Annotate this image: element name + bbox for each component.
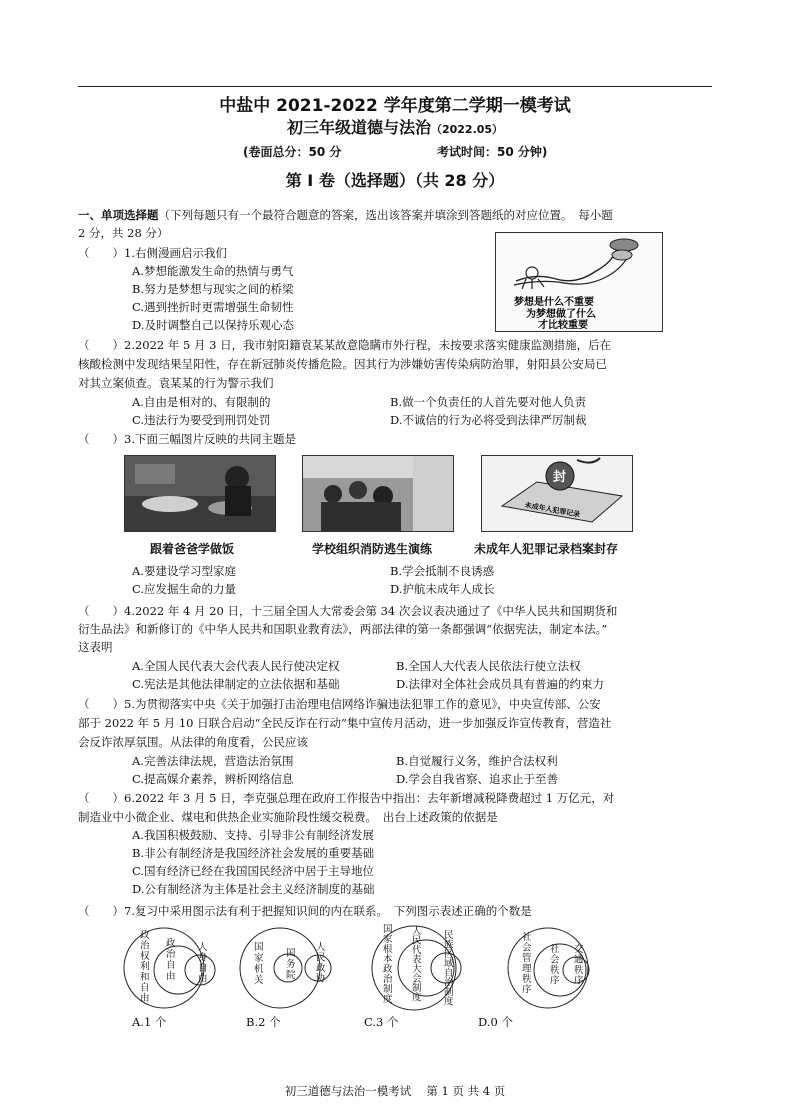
exam-date: （2022.05） xyxy=(430,123,504,136)
option-6a: A.我国积极鼓励、支持、引导非公有制经济发展 xyxy=(132,828,374,842)
cartoon-text-3: 才比较重要 xyxy=(538,320,588,331)
venn-label-d4_inner-0: 交 xyxy=(574,944,584,955)
option-2d: D.不诚信的行为必将受到法律严厉制裁 xyxy=(390,413,587,427)
venn-label-d4_inner-3: 序 xyxy=(574,975,584,987)
venn-label-d2_mid-0: 国 xyxy=(286,948,296,959)
venn-label-d4_outer-0: 社 xyxy=(522,932,532,943)
venn-label-d4_outer-4: 秩 xyxy=(522,974,532,985)
venn-label-d1_outer-0: 政 xyxy=(140,930,150,941)
option-7b: B.2 个 xyxy=(246,1015,281,1029)
question-2-line-1: （ ）2.2022 年 5 月 3 日，我市射阳籍袁某某故意隐瞒市外行程，未按要求落实健康监测措施，后在 xyxy=(78,338,612,352)
exam-title: 中盐中 2021-2022 学年度第二学期一模考试 xyxy=(219,96,571,116)
venn-label-d3_mid-5: 会 xyxy=(412,973,422,985)
section-heading: 一、单项选择题 xyxy=(78,208,159,222)
option-7a: A.1 个 xyxy=(132,1015,167,1029)
venn-diagrams xyxy=(120,922,620,1014)
venn-label-d1_outer-2: 权 xyxy=(140,951,150,962)
venn-label-d3_outer-5: 治 xyxy=(383,974,393,985)
venn-label-d3_inner-1: 族 xyxy=(444,939,454,951)
venn-label-d4_outer-3: 理 xyxy=(522,963,532,975)
venn-label-d3_mid-6: 制 xyxy=(412,983,422,994)
option-6d: D.公有制经济为主体是社会主义经济制度的基础 xyxy=(132,882,375,896)
venn-label-d2_outer-3: 关 xyxy=(254,975,264,986)
option-3a: A.要建设学习型家庭 xyxy=(132,564,236,578)
option-2a: A.自由是相对的、有限制的 xyxy=(132,395,271,409)
question-4-line-1: （ ）4.2022 年 4 月 20 日，十三届全国人大常委会第 34 次会议表决通过了《中华人民共和国期货和 xyxy=(78,604,618,618)
option-5d: D.学会自我省察、追求止于至善 xyxy=(396,772,558,786)
venn-label-d3_outer-4: 政 xyxy=(383,964,393,975)
question-2-line-3: 对其立案侦查。袁某某的行为警示我们 xyxy=(78,376,274,390)
part-title: 第 I 卷（选择题）（共 28 分） xyxy=(285,171,505,190)
venn-label-d4_outer-5: 序 xyxy=(522,984,532,996)
venn-label-d1_mid-3: 由 xyxy=(166,971,176,982)
question-4-line-3: 这表明 xyxy=(78,640,113,654)
venn-label-d3_inner-4: 自 xyxy=(444,968,454,979)
option-5a: A.完善法律法规，营造法治氛围 xyxy=(132,754,294,768)
venn-label-d3_outer-3: 本 xyxy=(383,954,393,965)
photo-fire-drill xyxy=(302,455,454,532)
subject-title: 初三年级道德与法治 xyxy=(286,118,431,137)
venn-label-d3_outer-6: 制 xyxy=(383,984,393,995)
venn-label-d4_inner-1: 通 xyxy=(574,954,584,966)
option-4d: D.法律对全体社会成员具有普遍的约束力 xyxy=(396,677,604,691)
venn-label-d3_inner-0: 民 xyxy=(444,930,454,941)
caption-cooking: 跟着爸爸学做饭 xyxy=(150,542,235,556)
question-3-stem: （ ）3.下面三幅图片反映的共同主题是 xyxy=(78,432,296,446)
venn-label-d3_outer-7: 度 xyxy=(383,994,393,1005)
venn-label-d1_inner-2: 自 xyxy=(198,963,208,974)
venn-label-d3_mid-2: 代 xyxy=(412,945,422,956)
exam-time: 考试时间：50 分钟) xyxy=(437,145,548,159)
venn-label-d4_inner-2: 秩 xyxy=(574,965,584,976)
option-5c: C.提高媒介素养，辨析网络信息 xyxy=(132,772,294,786)
option-3b: B.学会抵制不良诱惑 xyxy=(390,564,495,578)
venn-label-d1_outer-6: 由 xyxy=(140,993,150,1004)
venn-label-d1_inner-1: 身 xyxy=(198,952,208,964)
photo-record-sealing xyxy=(481,455,633,532)
venn-label-d4_mid-2: 秩 xyxy=(550,965,560,976)
cartoon-text-1: 梦想是什么不重要 xyxy=(514,297,594,308)
question-5-line-3: 会反诈浓厚氛围。从法律的角度看，公民应该 xyxy=(78,735,308,749)
venn-label-d4_mid-3: 序 xyxy=(550,975,560,987)
option-3d: D.护航未成年人成长 xyxy=(390,582,495,596)
venn-label-d1_inner-0: 人 xyxy=(198,942,208,953)
venn-label-d4_mid-1: 会 xyxy=(550,954,560,966)
option-4b: B.全国人大代表人民依法行使立法权 xyxy=(396,659,581,673)
venn-label-d4_mid-0: 社 xyxy=(550,944,560,955)
venn-label-d2_inner-0: 人 xyxy=(316,942,326,953)
option-6c: C.国有经济已经在我国国民经济中居于主导地位 xyxy=(132,864,375,878)
venn-label-d3_outer-0: 国 xyxy=(383,924,393,935)
option-7d: D.0 个 xyxy=(478,1015,513,1029)
venn-label-d1_outer-1: 治 xyxy=(140,940,150,952)
venn-label-d1_mid-1: 治 xyxy=(166,949,176,960)
option-4a: A.全国人民代表大会代表人民行使决定权 xyxy=(132,659,340,673)
option-2b: B.做一个负责任的人首先要对他人负责 xyxy=(390,395,587,409)
photo-cooking xyxy=(124,455,276,532)
venn-label-d1_outer-3: 利 xyxy=(140,961,150,973)
option-4c: C.宪法是其他法律制定的立法依据和基础 xyxy=(132,677,340,691)
question-5-line-1: （ ）5.为贯彻落实中央《关于加强打击治理电信网络诈骗违法犯罪工作的意见》，中央宣传部、公安 xyxy=(78,697,601,711)
venn-label-d3_mid-1: 民 xyxy=(412,935,422,947)
question-2-line-2: 核酸检测中发现结果呈阳性，存在新冠肺炎传播危险。因其行为涉嫌妨害传染病防治罪，射阳县公安局已 xyxy=(78,357,607,371)
venn-label-d2_outer-1: 家 xyxy=(254,953,264,964)
venn-label-d2_inner-2: 政 xyxy=(316,963,326,974)
venn-label-d3_outer-1: 家 xyxy=(383,934,393,945)
option-3c: C.应发掘生命的力量 xyxy=(132,582,237,596)
venn-label-d3_mid-4: 大 xyxy=(412,964,422,975)
question-7-stem: （ ）7.复习中采用图示法有利于把握知识间的内在联系。 下列图示表述正确的个数是 xyxy=(78,904,532,918)
venn-label-d2_mid-2: 院 xyxy=(286,970,296,981)
venn-label-d1_outer-4: 和 xyxy=(140,972,150,983)
option-7c: C.3 个 xyxy=(364,1015,399,1029)
venn-label-d1_mid-2: 自 xyxy=(166,960,176,971)
question-1-stem: （ ）1.右侧漫画启示我们 xyxy=(78,246,227,260)
cartoon-drawing xyxy=(496,233,662,331)
venn-label-d3_inner-3: 域 xyxy=(444,958,454,970)
venn-label-d3_inner-2: 区 xyxy=(444,949,454,960)
venn-label-d4_outer-2: 管 xyxy=(522,953,532,964)
top-rule xyxy=(78,86,712,87)
option-1a: A.梦想能激发生命的热情与勇气 xyxy=(132,264,294,278)
venn-label-d1_inner-3: 由 xyxy=(198,973,208,985)
page-footer: 初三道德与法治一模考试 第 1 页 共 4 页 xyxy=(284,1084,506,1098)
option-5b: B.自觉履行义务，维护合法权利 xyxy=(396,754,558,768)
venn-label-d2_inner-1: 民 xyxy=(316,952,326,964)
section-instruction: 一、单项选择题（下列每题只有一个最符合题意的答案，选出该答案并填涂到答题纸的对应位置。 每小题 xyxy=(78,208,613,222)
question-6-line-1: （ ）6.2022 年 3 月 5 日，李克强总理在政府工作报告中指出：去年新增减税降费超过 1 万亿元，对 xyxy=(78,791,615,805)
section-instruction-2: 2 分，共 28 分） xyxy=(78,226,169,240)
venn-label-d2_outer-2: 机 xyxy=(254,964,264,975)
caption-record-sealing: 未成年人犯罪记录档案封存 xyxy=(474,542,619,556)
venn-label-d3_mid-7: 度 xyxy=(412,992,422,1004)
option-1b: B.努力是梦想与现实之间的桥梁 xyxy=(132,282,294,296)
caption-fire-drill: 学校组织消防逃生演练 xyxy=(312,542,433,556)
venn-label-d1_outer-5: 自 xyxy=(140,982,150,994)
venn-label-d3_mid-3: 表 xyxy=(412,954,422,966)
venn-label-d2_mid-1: 务 xyxy=(286,959,296,970)
option-2c: C.违法行为要受到刑罚处罚 xyxy=(132,413,271,427)
question-5-line-2: 部于 2022 年 5 月 10 日联合启动“全民反诈在行动”集中宣传月活动，进一步加强反诈宣传教育，营造社 xyxy=(78,716,612,730)
option-1c: C.遇到挫折时更需增强生命韧性 xyxy=(132,300,294,314)
option-6b: B.非公有制经济是我国经济社会发展的重要基础 xyxy=(132,846,375,860)
seal-text: 封 xyxy=(553,470,567,485)
question-6-line-2: 制造业中小微企业、煤电和供热企业实施阶段性缓交税费。 出台上述政策的依据是 xyxy=(78,810,498,824)
question-4-line-2: 衍生品法》和新修订的《中华人民共和国职业教育法》，两部法律的第一条都强调“依据宪法，制定本法。” xyxy=(78,622,608,636)
venn-label-d2_outer-0: 国 xyxy=(254,942,264,953)
venn-label-d1_mid-0: 政 xyxy=(166,938,176,949)
cartoon-image xyxy=(495,232,663,332)
venn-label-d2_inner-3: 协 xyxy=(316,973,326,985)
venn-label-d3_inner-5: 治 xyxy=(444,977,454,989)
total-score: (卷面总分：50 分 xyxy=(243,145,342,159)
option-1d: D.及时调整自己以保持乐观心态 xyxy=(132,318,294,332)
venn-label-d3_inner-6: 制 xyxy=(444,987,454,998)
cartoon-text-2: 为梦想做了什么 xyxy=(526,309,596,320)
folder-label: 未成年人犯罪记录 xyxy=(524,501,581,519)
venn-label-d3_mid-0: 人 xyxy=(412,926,422,937)
venn-label-d3_inner-7: 度 xyxy=(444,996,454,1008)
venn-label-d4_outer-1: 会 xyxy=(522,942,532,954)
exam-subtitle xyxy=(0,115,790,138)
venn-label-d3_outer-2: 根 xyxy=(383,944,393,955)
